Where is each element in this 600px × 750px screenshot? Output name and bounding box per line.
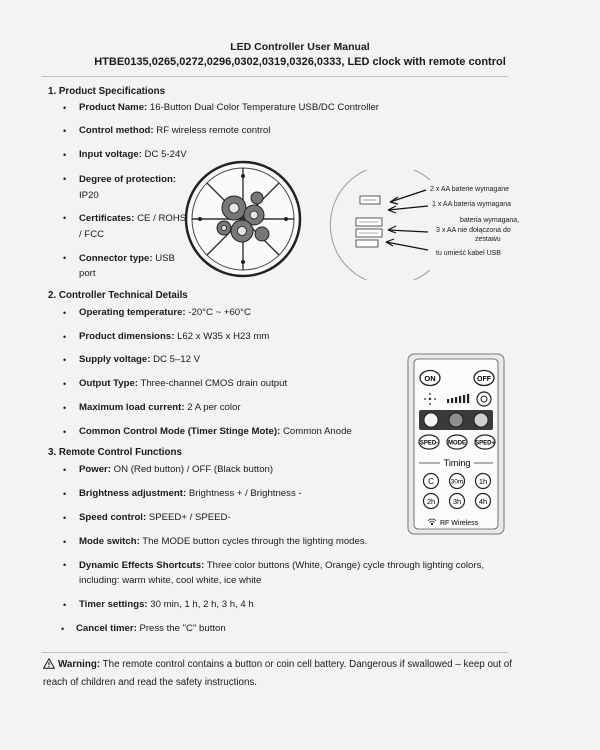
svg-text:SPED+: SPED+ [475, 440, 495, 447]
section-title-technical: 2. Controller Technical Details [48, 290, 188, 301]
remote-brightness: Brightness adjustment: Brightness + / Brightness - [79, 488, 302, 499]
timer-3h-button-icon [450, 494, 465, 509]
timer-4h-button-icon [476, 494, 491, 509]
remote-speed: Speed control: SPEED+ / SPEED- [79, 512, 231, 523]
gray-color-button-icon [449, 413, 463, 427]
svg-text:C: C [428, 477, 434, 486]
bullet: • [63, 253, 67, 263]
bullet: • [63, 537, 67, 547]
bullet: • [63, 126, 67, 136]
svg-text:30m: 30m [450, 478, 464, 486]
timer-1h-button-icon [476, 474, 491, 489]
usb-cable-note: tu umieść kabel USB [436, 250, 501, 257]
svg-text:4h: 4h [478, 497, 488, 506]
rf-wireless-label: RF Wireless [440, 520, 479, 527]
section-title-remote: 3. Remote Control Functions [48, 447, 182, 458]
bullet: • [63, 489, 67, 499]
remote-timer-settings: Timer settings: 30 min, 1 h, 2 h, 3 h, 4 h [79, 599, 254, 610]
battery-note-3-prefix: 3 x AA nie dołączona do [436, 227, 511, 234]
on-button-icon [420, 371, 440, 386]
spec-certificates: Certificates: CE / ROHS / FCC [79, 213, 187, 240]
manual-title: LED Controller User Manual [230, 41, 370, 53]
battery-note-2: 1 x AA bateria wymagana [432, 201, 511, 208]
bullet: • [61, 624, 65, 634]
tech-max-load: Maximum load current: 2 A per color [79, 402, 241, 413]
off-button-icon [474, 371, 494, 386]
tech-common-control-mode: Common Control Mode (Timer Stinge Mote): Common Anode [79, 426, 352, 437]
svg-text:2h: 2h [426, 497, 436, 506]
bullet: • [63, 213, 67, 223]
bullet: • [63, 379, 67, 389]
bullet: • [63, 427, 67, 437]
bullet: • [63, 150, 67, 160]
remote-control-illustration [407, 353, 505, 535]
bullet: • [63, 308, 67, 318]
speed-plus-button-icon [475, 435, 495, 449]
warning-triangle-icon [43, 658, 55, 675]
warning-notice: Warning: The remote control contains a button or coin cell battery. Dangerous if swallowed – keep out of reach of children and read the safety instructions. [43, 659, 512, 688]
bullet: • [63, 560, 67, 570]
tech-dimensions: Product dimensions: L62 x W35 x H23 mm [79, 331, 270, 342]
header-divider [42, 76, 508, 77]
tech-supply-voltage: Supply voltage: DC 5–12 V [79, 354, 201, 365]
remote-dynamic-effects: Dynamic Effects Shortcuts: Three color buttons (White, Orange) cycle through lighting colors, including: warm white, cool white, ice white [79, 560, 485, 586]
remote-cancel-timer: Cancel timer: Press the "C" button [76, 623, 226, 634]
svg-text:SPED-: SPED- [419, 440, 439, 447]
bullet: • [63, 355, 67, 365]
timer-30m-button-icon [450, 474, 465, 489]
battery-note-3-line3: zestawu [475, 236, 501, 243]
section-title-specifications: 1. Product Specifications [48, 86, 166, 97]
clock-illustration [184, 160, 302, 278]
spec-control-method: Control method: RF wireless remote control [79, 125, 271, 136]
svg-text:1h: 1h [478, 477, 488, 486]
svg-text:MODE: MODE [448, 440, 466, 447]
svg-text:3h: 3h [452, 497, 462, 506]
manual-subtitle: HTBE0135,0265,0272,0296,0302,0319,0326,0333, LED clock with remote control [94, 56, 506, 68]
spec-connector-type: Connector type: USB port [79, 253, 175, 279]
battery-note-3: bateria wymagana, [460, 217, 520, 224]
spec-product-name: Product Name: 16-Button Dual Color Temperature USB/DC Controller [79, 102, 380, 113]
timer-2h-button-icon [424, 494, 439, 509]
spec-protection-degree: Degree of protection: IP20 [79, 174, 177, 201]
timing-label: Timing [443, 458, 471, 468]
remote-mode-switch: Mode switch: The MODE button cycles through the lighting modes. [79, 536, 368, 547]
warning-divider [42, 652, 508, 653]
svg-text:ON: ON [424, 374, 436, 383]
speed-minus-button-icon [419, 435, 439, 449]
bullet: • [63, 103, 67, 113]
brightness-up-icon [477, 392, 491, 406]
svg-text:OFF: OFF [477, 376, 491, 383]
bullet: • [63, 600, 67, 610]
battery-note-1: 2 x AA baterie wymagane [430, 186, 509, 193]
cancel-timer-button-icon [424, 474, 439, 489]
remote-power: Power: ON (Red button) / OFF (Black button) [79, 464, 274, 475]
orange-color-button-icon [474, 413, 488, 427]
bullet: • [63, 403, 67, 413]
bullet: • [63, 465, 67, 475]
white-color-button-icon [424, 413, 438, 427]
tech-operating-temperature: Operating temperature: -20°C ~ +60°C [79, 307, 251, 318]
spec-input-voltage: Input voltage: DC 5-24V [79, 149, 187, 160]
bullet: • [63, 174, 67, 184]
mode-button-icon [447, 435, 467, 449]
bullet: • [63, 513, 67, 523]
bullet: • [63, 332, 67, 342]
tech-output-type: Output Type: Three-channel CMOS drain output [79, 378, 288, 389]
